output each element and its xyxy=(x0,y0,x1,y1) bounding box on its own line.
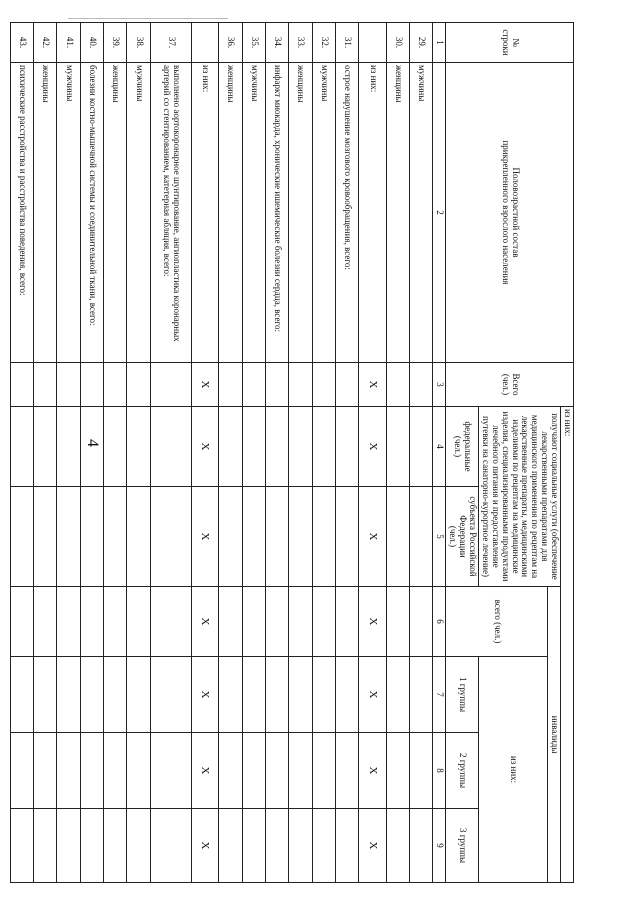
row-cell xyxy=(312,587,335,657)
row-cell xyxy=(150,733,191,809)
row-cell xyxy=(57,487,80,587)
row-cell xyxy=(34,363,57,407)
table-row xyxy=(359,23,386,883)
row-cell xyxy=(80,733,103,809)
table-row xyxy=(219,23,242,883)
row-label: выполнено аортокоронарное шунтирование, ангиопластика коронарных артерий со стентированием, катетерная абляция, всего: xyxy=(150,63,191,363)
col-number: 1 xyxy=(433,23,446,63)
row-cell xyxy=(386,363,409,407)
row-cell xyxy=(242,657,265,733)
table-row xyxy=(336,23,359,883)
row-cell xyxy=(127,407,150,487)
table-row xyxy=(242,23,265,883)
row-cell: X xyxy=(359,363,386,407)
row-cell xyxy=(266,733,289,809)
row-label: женщины xyxy=(289,63,312,363)
row-cell xyxy=(57,587,80,657)
row-label: мужчины xyxy=(127,63,150,363)
header-federal: федеральные (чел.) xyxy=(446,407,479,487)
row-cell xyxy=(219,657,242,733)
row-cell xyxy=(57,407,80,487)
row-cell xyxy=(219,587,242,657)
row-cell xyxy=(10,587,33,657)
row-cell xyxy=(242,809,265,883)
row-cell xyxy=(10,407,33,487)
row-cell xyxy=(104,487,127,587)
header-group-3: 3 группы xyxy=(446,809,479,883)
row-cell xyxy=(127,487,150,587)
row-cell xyxy=(242,363,265,407)
row-label: женщины xyxy=(219,63,242,363)
row-number: 37. xyxy=(150,23,191,63)
row-cell xyxy=(266,809,289,883)
row-cell xyxy=(336,733,359,809)
row-cell xyxy=(312,407,335,487)
row-cell xyxy=(127,809,150,883)
col-number: 5 xyxy=(433,487,446,587)
row-cell xyxy=(266,657,289,733)
header-of-them: из них: xyxy=(561,407,574,883)
header-group-2: 2 группы xyxy=(446,733,479,809)
row-cell xyxy=(127,363,150,407)
row-cell xyxy=(410,407,433,487)
row-cell xyxy=(150,657,191,733)
header-invalids-of-them: из них: xyxy=(478,657,547,883)
row-cell xyxy=(10,657,33,733)
row-cell xyxy=(289,487,312,587)
row-number: 36. xyxy=(219,23,242,63)
row-cell xyxy=(104,363,127,407)
row-cell xyxy=(80,487,103,587)
row-cell xyxy=(80,809,103,883)
table-row xyxy=(10,23,33,883)
page-number: 4 xyxy=(84,439,101,447)
row-cell xyxy=(10,809,33,883)
row-cell xyxy=(150,407,191,487)
row-cell xyxy=(104,587,127,657)
row-cell xyxy=(410,587,433,657)
row-cell: X xyxy=(359,407,386,487)
row-number: 38. xyxy=(127,23,150,63)
row-label: мужчины xyxy=(242,63,265,363)
row-cell xyxy=(266,407,289,487)
row-cell xyxy=(150,487,191,587)
row-cell: X xyxy=(192,809,219,883)
rotated-table-container xyxy=(17,22,574,882)
row-cell xyxy=(242,407,265,487)
table-row xyxy=(312,23,335,883)
row-number: 34. xyxy=(266,23,289,63)
row-cell xyxy=(34,407,57,487)
table-body xyxy=(10,23,433,883)
table-row xyxy=(266,23,289,883)
row-cell xyxy=(127,587,150,657)
row-label: женщины xyxy=(386,63,409,363)
row-cell xyxy=(312,487,335,587)
row-cell xyxy=(34,657,57,733)
row-cell xyxy=(266,487,289,587)
row-cell xyxy=(242,587,265,657)
row-label: из них: xyxy=(192,63,219,363)
row-cell xyxy=(410,487,433,587)
row-label: мужчины xyxy=(57,63,80,363)
row-cell xyxy=(289,809,312,883)
row-number: 42. xyxy=(34,23,57,63)
table-row xyxy=(104,23,127,883)
row-cell xyxy=(57,363,80,407)
row-cell xyxy=(127,733,150,809)
row-cell xyxy=(104,733,127,809)
row-cell: X xyxy=(192,407,219,487)
row-cell xyxy=(219,407,242,487)
row-cell xyxy=(10,733,33,809)
row-label: женщины xyxy=(104,63,127,363)
row-number: 30. xyxy=(386,23,409,63)
row-cell xyxy=(312,809,335,883)
row-cell xyxy=(104,407,127,487)
row-cell xyxy=(336,363,359,407)
row-cell xyxy=(336,487,359,587)
row-cell xyxy=(410,363,433,407)
row-cell xyxy=(57,657,80,733)
col-number: 7 xyxy=(433,657,446,733)
table-row xyxy=(80,23,103,883)
row-label: психические расстройства и расстройства поведения, всего: xyxy=(10,63,33,363)
row-cell xyxy=(219,733,242,809)
col-number: 6 xyxy=(433,587,446,657)
row-cell xyxy=(219,809,242,883)
row-cell xyxy=(80,587,103,657)
table-row xyxy=(127,23,150,883)
col-number: 3 xyxy=(433,363,446,407)
row-label: болезни костно-мышечной системы и соединительной ткани, всего: xyxy=(80,63,103,363)
row-cell xyxy=(266,363,289,407)
header-population: Половозрастной состав прикрепленного взрослого населения xyxy=(446,63,574,363)
col-number: 4 xyxy=(433,407,446,487)
row-cell xyxy=(336,809,359,883)
row-cell xyxy=(312,733,335,809)
row-cell xyxy=(266,587,289,657)
row-number xyxy=(359,23,386,63)
row-cell xyxy=(386,733,409,809)
row-cell xyxy=(80,657,103,733)
row-cell xyxy=(386,587,409,657)
row-cell xyxy=(34,733,57,809)
row-cell xyxy=(10,363,33,407)
header-social-services: получают социальные услуги (обеспечение лекарственными препаратами для медицинского применения по рецептам на лекарственные препараты, медицинскими изделиями по рецептам на медицинские изделия, специализированными продуктами лечебного питания и предоставление путевки на санаторно-курортное лечение) xyxy=(478,407,560,587)
column-number-row xyxy=(433,23,446,883)
header-regional: субъекта Российской Федерации (чел.) xyxy=(446,487,479,587)
row-cell xyxy=(242,733,265,809)
row-cell xyxy=(34,809,57,883)
row-cell xyxy=(57,809,80,883)
population-table xyxy=(10,22,574,883)
row-cell: X xyxy=(359,733,386,809)
row-number: 41. xyxy=(57,23,80,63)
row-cell xyxy=(336,587,359,657)
row-cell xyxy=(312,363,335,407)
row-cell xyxy=(242,487,265,587)
table-row xyxy=(150,23,191,883)
row-cell xyxy=(80,363,103,407)
row-cell xyxy=(34,487,57,587)
row-cell xyxy=(289,363,312,407)
row-cell: X xyxy=(359,487,386,587)
header-group-1: 1 группы xyxy=(446,657,479,733)
row-cell xyxy=(150,363,191,407)
row-number: 31. xyxy=(336,23,359,63)
table-row xyxy=(289,23,312,883)
row-number xyxy=(192,23,219,63)
col-number: 8 xyxy=(433,733,446,809)
row-cell xyxy=(289,587,312,657)
row-label: инфаркт миокарда, хронические ишемические болезни сердца, всего: xyxy=(266,63,289,363)
table-row xyxy=(192,23,219,883)
row-cell: X xyxy=(359,657,386,733)
row-cell xyxy=(104,809,127,883)
row-cell: X xyxy=(359,587,386,657)
header-invalids-total: всего (чел.) xyxy=(446,587,548,657)
header-row-number: № строки xyxy=(446,23,574,63)
row-label: мужчины xyxy=(312,63,335,363)
row-label: из них: xyxy=(359,63,386,363)
row-number: 33. xyxy=(289,23,312,63)
table-row xyxy=(57,23,80,883)
row-cell xyxy=(289,407,312,487)
row-cell: X xyxy=(192,363,219,407)
row-cell xyxy=(219,363,242,407)
row-cell xyxy=(386,407,409,487)
row-cell xyxy=(410,809,433,883)
row-cell xyxy=(386,809,409,883)
row-cell xyxy=(312,657,335,733)
row-cell xyxy=(386,657,409,733)
col-number: 9 xyxy=(433,809,446,883)
row-cell: X xyxy=(192,733,219,809)
row-label: острое нарушение мозгового кровообращения, всего: xyxy=(336,63,359,363)
row-cell xyxy=(219,487,242,587)
row-cell: X xyxy=(192,487,219,587)
row-number: 29. xyxy=(410,23,433,63)
row-cell xyxy=(336,407,359,487)
row-cell: X xyxy=(359,809,386,883)
col-number: 2 xyxy=(433,63,446,363)
row-cell xyxy=(410,733,433,809)
row-cell xyxy=(289,733,312,809)
row-cell xyxy=(57,733,80,809)
row-label: женщины xyxy=(34,63,57,363)
row-label: мужчины xyxy=(410,63,433,363)
row-cell xyxy=(386,487,409,587)
header-invalids: инвалиды xyxy=(548,587,561,883)
table-row xyxy=(386,23,409,883)
header-total: Всего (чел.) xyxy=(446,363,574,407)
row-cell xyxy=(150,587,191,657)
table-row xyxy=(410,23,433,883)
row-cell xyxy=(34,587,57,657)
row-cell: X xyxy=(192,657,219,733)
row-number: 40. xyxy=(80,23,103,63)
row-number: 39. xyxy=(104,23,127,63)
row-cell xyxy=(336,657,359,733)
row-number: 35. xyxy=(242,23,265,63)
row-cell xyxy=(289,657,312,733)
row-number: 32. xyxy=(312,23,335,63)
row-cell: X xyxy=(192,587,219,657)
row-cell xyxy=(10,487,33,587)
row-cell xyxy=(127,657,150,733)
row-cell xyxy=(150,809,191,883)
table-row xyxy=(34,23,57,883)
row-cell xyxy=(80,407,103,487)
row-cell xyxy=(410,657,433,733)
row-cell xyxy=(104,657,127,733)
top-rule xyxy=(68,18,228,19)
row-number: 43. xyxy=(10,23,33,63)
